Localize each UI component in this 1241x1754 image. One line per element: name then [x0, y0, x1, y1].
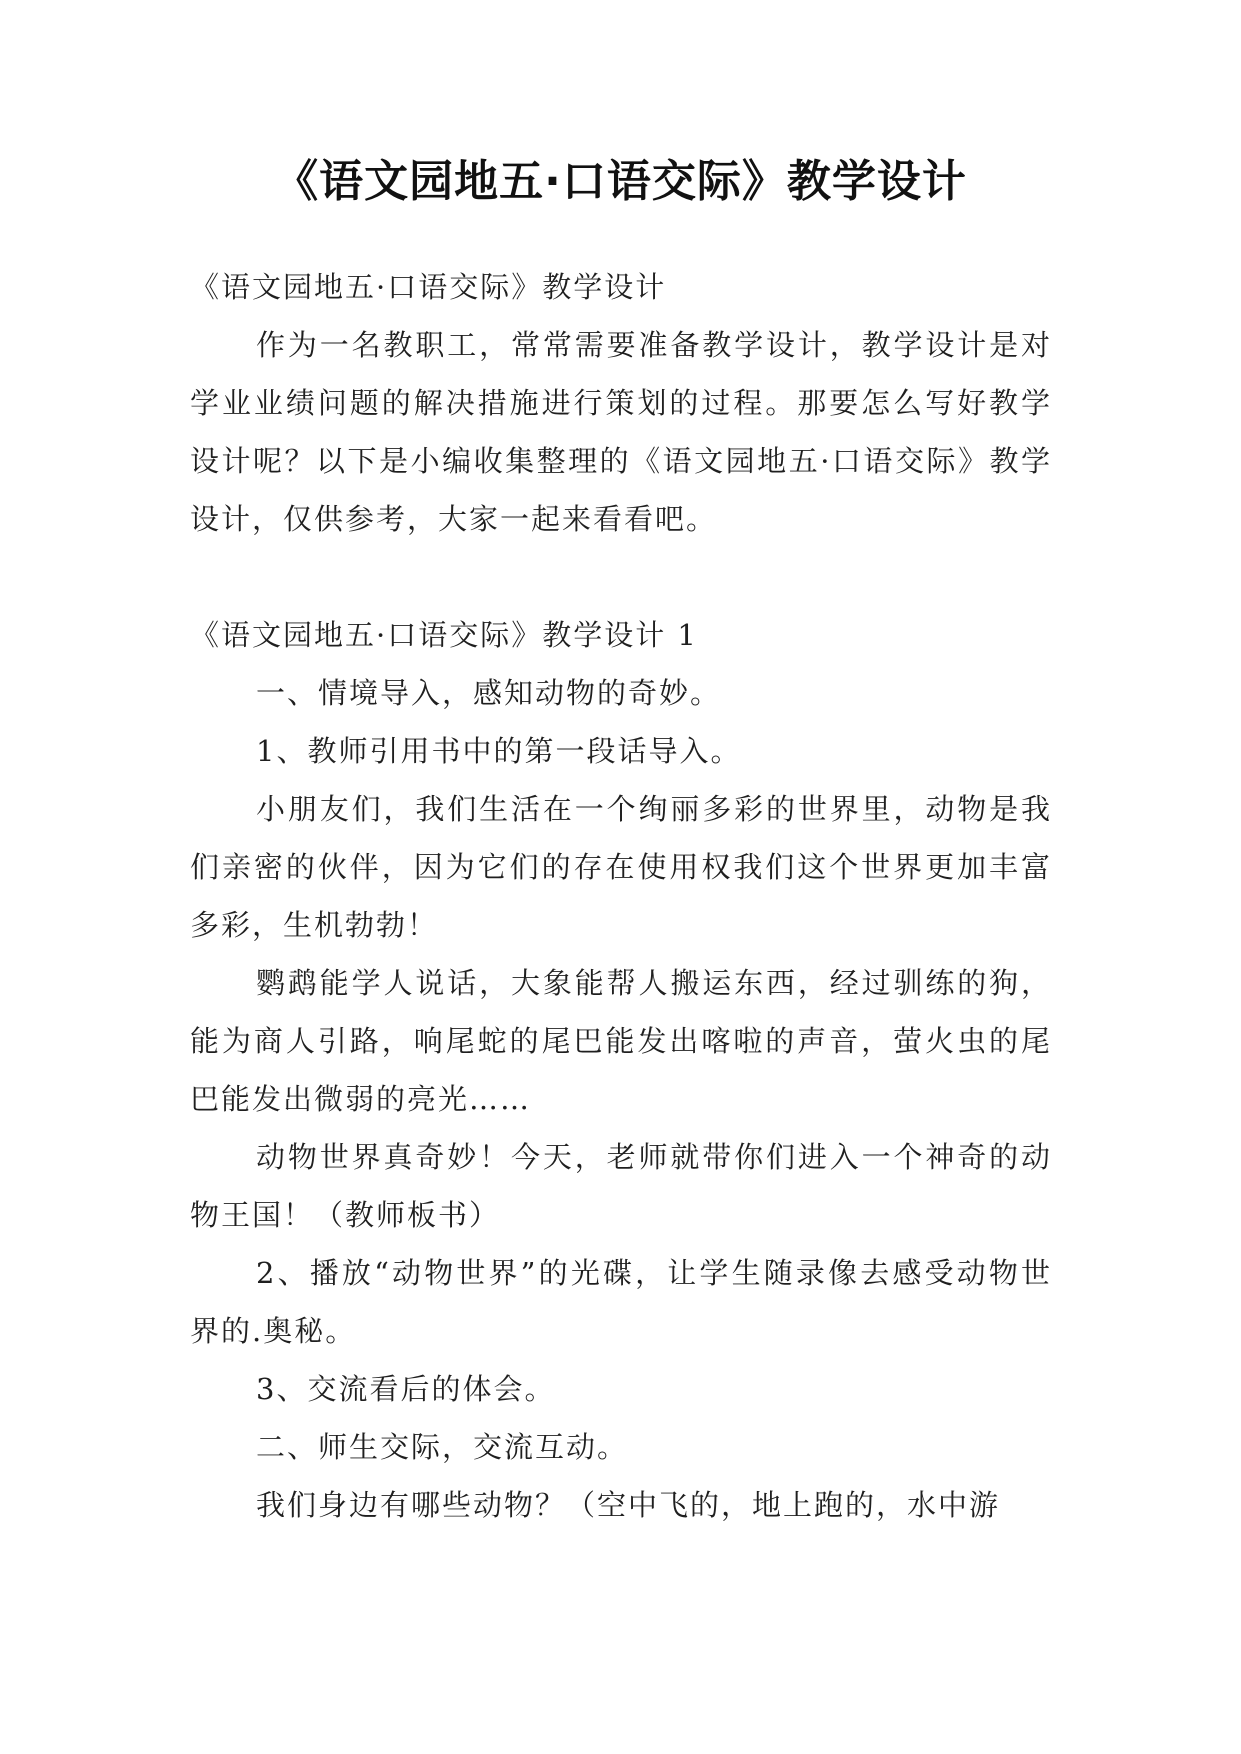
paragraph: 鹦鹉能学人说话，大象能帮人搬运东西，经过驯练的狗，能为商人引路，响尾蛇的尾巴能发出喀啦的声音，萤火虫的尾巴能发出微弱的亮光……	[190, 966, 1052, 1116]
paragraph: 我们身边有哪些动物？（空中飞的，地上跑的，水中游	[256, 1488, 1001, 1522]
paragraph-heading: 《语文园地五·口语交际》教学设计	[190, 270, 667, 304]
paragraph: 一、情境导入，感知动物的奇妙。	[256, 676, 722, 710]
paragraph-intro: 作为一名教职工，常常需要准备教学设计，教学设计是对学业业绩问题的解决措施进行策划的过程。那要怎么写好教学设计呢？以下是小编收集整理的《语文园地五·口语交际》教学设计，仅供参考，大家一起来看看吧。	[190, 328, 1052, 536]
document-body	[190, 258, 1052, 1534]
paragraph-spacer	[190, 548, 1052, 606]
paragraph: 2、播放“动物世界”的光碟，让学生随录像去感受动物世界的.奥秘。	[190, 1256, 1052, 1348]
paragraph: 1、教师引用书中的第一段话导入。	[256, 734, 742, 768]
paragraph: 二、师生交际，交流互动。	[256, 1430, 629, 1464]
document-title: 《语文园地五·口语交际》教学设计	[274, 156, 967, 207]
paragraph: 3、交流看后的体会。	[256, 1372, 556, 1406]
paragraph: 动物世界真奇妙！今天，老师就带你们进入一个神奇的动物王国！（教师板书）	[190, 1140, 1052, 1232]
section-heading: 《语文园地五·口语交际》教学设计 1	[190, 618, 698, 652]
paragraph: 小朋友们，我们生活在一个绚丽多彩的世界里，动物是我们亲密的伙伴，因为它们的存在使用权我们这个世界更加丰富多彩，生机勃勃！	[190, 792, 1052, 942]
